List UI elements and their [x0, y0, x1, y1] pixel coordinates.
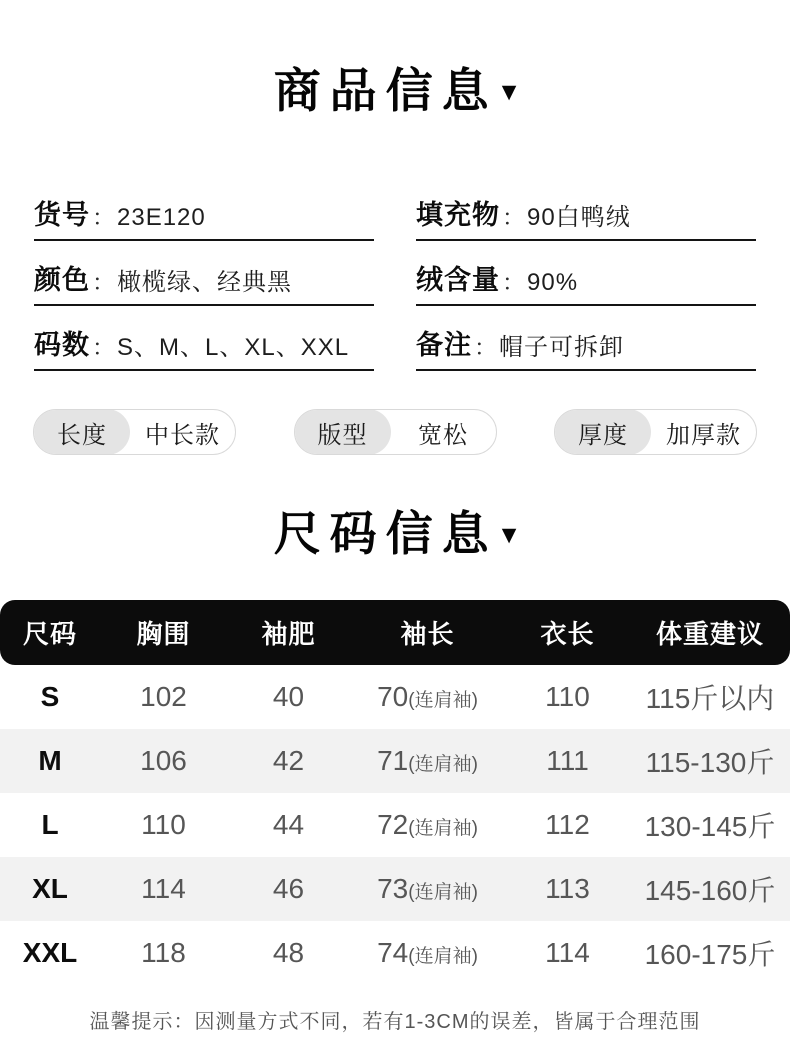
info-field-colon: ： — [474, 334, 497, 360]
info-field-label: 备注 — [416, 330, 472, 360]
cell-sleeve-length: 73(连肩袖) — [377, 873, 478, 904]
cell-chest: 106 — [140, 745, 187, 776]
cell-chest: 118 — [141, 937, 186, 968]
cell-garment-length: 114 — [545, 937, 590, 968]
cell-size: XL — [32, 873, 68, 904]
sleeve-note: (连肩袖) — [408, 818, 478, 839]
table-row — [0, 665, 790, 729]
cell-garment-length: 112 — [545, 809, 590, 840]
product-info-title: 商品信息 — [273, 66, 498, 118]
cell-sleeve-length: 71(连肩袖) — [377, 745, 478, 776]
info-field-label: 绒含量 — [416, 265, 500, 295]
info-field-color — [34, 262, 374, 306]
cell-sleeve-width: 48 — [272, 937, 305, 968]
table-row — [0, 921, 790, 985]
cell-chest: 114 — [141, 873, 186, 904]
info-field-colon: ： — [92, 334, 115, 360]
cell-sleeve-width: 44 — [272, 809, 305, 840]
chevron-down-icon[interactable]: ▼ — [501, 80, 517, 103]
cell-garment-length: 111 — [546, 745, 589, 776]
attribute-pill-length — [33, 409, 236, 455]
info-field-colon: ： — [92, 269, 115, 295]
cell-sleeve-length: 70(连肩袖) — [377, 681, 478, 712]
column-header-garment-length: 衣长 — [540, 619, 595, 649]
info-field-remark — [416, 327, 756, 371]
attribute-pill-row — [0, 409, 790, 455]
cell-garment-length: 113 — [545, 873, 590, 904]
column-header-weight-advice: 体重建议 — [655, 619, 764, 649]
sleeve-note: (连肩袖) — [408, 946, 478, 967]
pill-value: 宽松 — [418, 421, 468, 449]
info-field-label: 码数 — [34, 330, 90, 360]
cell-size: L — [41, 809, 59, 840]
cell-garment-length: 110 — [545, 681, 590, 712]
info-field-value: 橄榄绿、经典黑 — [117, 269, 292, 296]
measurement-disclaimer: 温馨提示：因测量方式不同，若有1-3CM的误差，皆属于合理范围 — [89, 1011, 701, 1033]
cell-weight-advice: 115斤以内 — [645, 683, 775, 714]
column-header-size: 尺码 — [22, 619, 77, 649]
info-field-label: 颜色 — [34, 265, 90, 295]
product-info-grid — [34, 197, 756, 371]
cell-size: XXL — [22, 937, 78, 968]
info-field-value: 23E120 — [117, 204, 206, 231]
cell-sleeve-length: 72(连肩袖) — [377, 809, 478, 840]
cell-sleeve-width: 42 — [272, 745, 305, 776]
size-table-header-row — [0, 600, 790, 665]
info-field-colon: ： — [502, 204, 525, 230]
info-field-item-number — [34, 197, 374, 241]
cell-weight-advice: 115-130斤 — [645, 747, 775, 778]
pill-value: 中长款 — [145, 421, 220, 449]
info-field-value: 90白鸭绒 — [527, 204, 631, 231]
attribute-pill-fit — [294, 409, 497, 455]
info-field-value: 90% — [527, 269, 579, 296]
column-header-sleeve-width: 袖肥 — [261, 619, 316, 649]
cell-sleeve-width: 46 — [272, 873, 305, 904]
info-field-value: 帽子可拆卸 — [499, 334, 624, 361]
size-info-section-header[interactable] — [0, 497, 790, 564]
column-header-chest: 胸围 — [136, 619, 191, 649]
info-field-value: S、M、L、XL、XXL — [117, 334, 350, 361]
info-field-colon: ： — [502, 269, 525, 295]
cell-chest: 110 — [141, 809, 186, 840]
size-info-title: 尺码信息 — [273, 509, 498, 561]
table-row — [0, 857, 790, 921]
table-row — [0, 793, 790, 857]
cell-weight-advice: 130-145斤 — [644, 811, 776, 842]
table-row — [0, 729, 790, 793]
sleeve-note: (连肩袖) — [408, 882, 478, 903]
pill-label: 长度 — [34, 409, 130, 455]
cell-size: M — [38, 745, 62, 776]
info-field-down-content — [416, 262, 756, 306]
cell-weight-advice: 160-175斤 — [644, 939, 776, 970]
pill-label: 版型 — [295, 409, 391, 455]
info-field-sizes — [34, 327, 374, 371]
info-field-label: 填充物 — [416, 200, 500, 230]
column-header-sleeve-length: 袖长 — [400, 619, 455, 649]
chevron-down-icon[interactable]: ▼ — [501, 523, 517, 546]
size-table — [0, 600, 790, 985]
info-field-colon: ： — [92, 204, 115, 230]
attribute-pill-thickness — [554, 409, 757, 455]
product-info-section-header[interactable] — [0, 0, 790, 121]
cell-chest: 102 — [140, 681, 187, 712]
pill-value: 加厚款 — [666, 421, 741, 449]
sleeve-note: (连肩袖) — [408, 754, 478, 775]
pill-label: 厚度 — [555, 409, 651, 455]
info-field-label: 货号 — [34, 200, 90, 230]
cell-sleeve-width: 40 — [272, 681, 305, 712]
cell-size: S — [40, 681, 60, 712]
cell-sleeve-length: 74(连肩袖) — [377, 937, 478, 968]
cell-weight-advice: 145-160斤 — [644, 875, 776, 906]
sleeve-note: (连肩袖) — [408, 690, 478, 711]
info-field-filling — [416, 197, 756, 241]
